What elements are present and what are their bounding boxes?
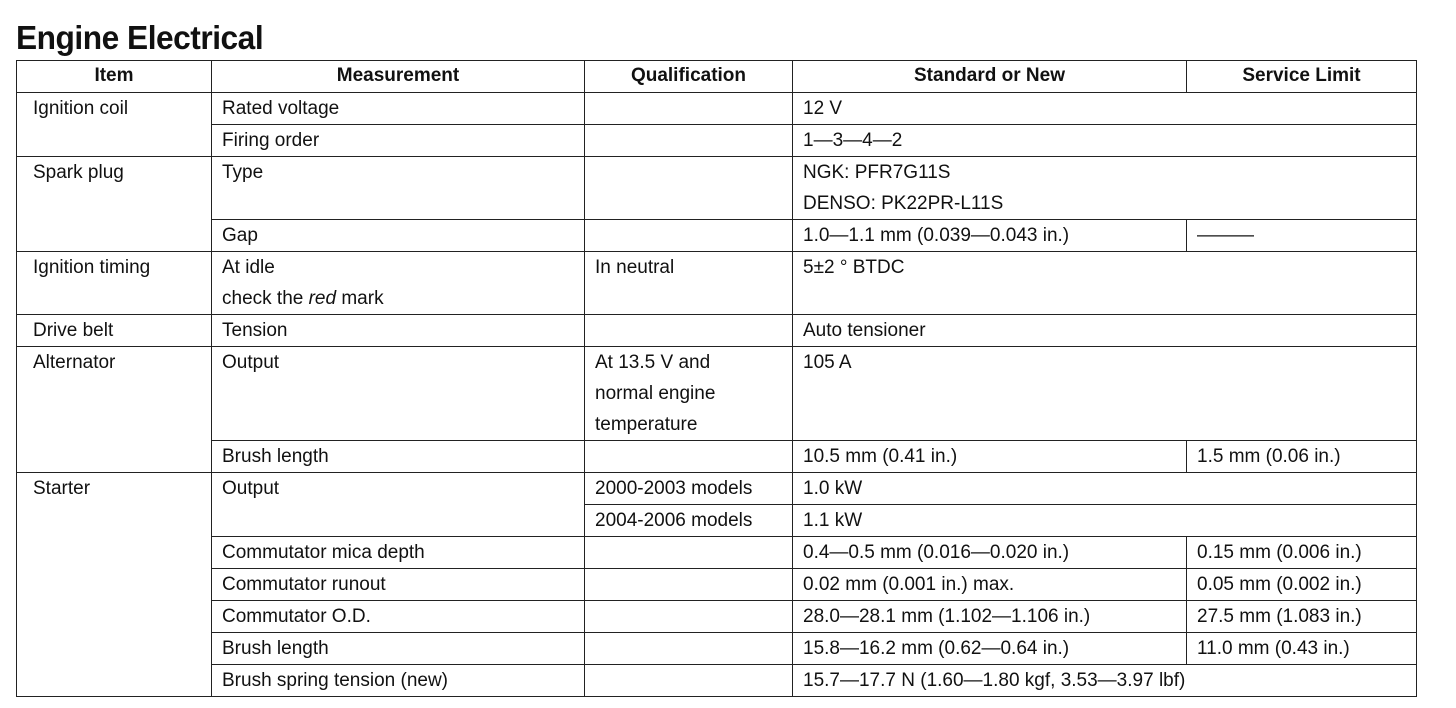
qualification-cell: 2000-2003 models (585, 473, 793, 505)
qualification-cell: 2004-2006 models (585, 505, 793, 537)
table-row (17, 125, 1417, 157)
standard-cell: 105 A (793, 347, 1417, 441)
standard-cell: 1.0 kW (793, 473, 1417, 505)
measurement-cell: Rated voltage (212, 93, 585, 125)
item-drive-belt: Drive belt (17, 315, 212, 347)
header-service-limit: Service Limit (1187, 61, 1417, 93)
measurement-cell: Commutator O.D. (212, 601, 585, 633)
service-limit-cell: 0.05 mm (0.002 in.) (1187, 569, 1417, 601)
item-spark-plug: Spark plug (17, 157, 212, 252)
service-limit-cell: 0.15 mm (0.006 in.) (1187, 537, 1417, 569)
standard-cell: 28.0—28.1 mm (1.102—1.106 in.) (793, 601, 1187, 633)
qualification-cell (585, 157, 793, 220)
table-row (17, 633, 1417, 665)
standard-cell: 1—3—4—2 (793, 125, 1417, 157)
page-title: Engine Electrical (16, 19, 264, 56)
measurement-cell: Commutator mica depth (212, 537, 585, 569)
red-mark-text: red (308, 288, 337, 309)
measurement-cell: Type (212, 157, 585, 220)
service-limit-cell: 11.0 mm (0.43 in.) (1187, 633, 1417, 665)
table-row (17, 473, 1417, 505)
measurement-cell: Brush length (212, 441, 585, 473)
standard-cell (793, 157, 1417, 220)
measurement-text: check the (222, 288, 309, 309)
header-row (17, 61, 1417, 93)
service-limit-cell: ——— (1187, 220, 1417, 252)
qualification-cell (585, 441, 793, 473)
table-row (17, 441, 1417, 473)
header-item: Item (17, 61, 212, 93)
qualification-cell (585, 569, 793, 601)
standard-line: DENSO: PK22PR-L11S (803, 193, 1004, 214)
item-ignition-timing: Ignition timing (17, 252, 212, 315)
item-alternator: Alternator (17, 347, 212, 473)
measurement-cell: Tension (212, 315, 585, 347)
item-ignition-coil: Ignition coil (17, 93, 212, 157)
measurement-line (222, 283, 574, 314)
qualification-line: temperature (595, 414, 698, 435)
measurement-line: At idle (222, 257, 275, 278)
table-row (17, 252, 1417, 315)
standard-cell: 1.0—1.1 mm (0.039—0.043 in.) (793, 220, 1187, 252)
qualification-cell (585, 601, 793, 633)
qualification-cell (585, 665, 793, 697)
measurement-cell: Commutator runout (212, 569, 585, 601)
measurement-cell: Firing order (212, 125, 585, 157)
table-row (17, 315, 1417, 347)
header-measurement: Measurement (212, 61, 585, 93)
standard-cell: Auto tensioner (793, 315, 1417, 347)
measurement-cell: Output (212, 473, 585, 537)
standard-cell: 0.4—0.5 mm (0.016—0.020 in.) (793, 537, 1187, 569)
spec-table (16, 60, 1417, 697)
measurement-cell: Brush spring tension (new) (212, 665, 585, 697)
qualification-cell (585, 633, 793, 665)
measurement-cell: Brush length (212, 633, 585, 665)
standard-line: NGK: PFR7G11S (803, 162, 951, 183)
table-row (17, 601, 1417, 633)
qualification-cell (585, 220, 793, 252)
qualification-cell (585, 537, 793, 569)
service-limit-cell: 27.5 mm (1.083 in.) (1187, 601, 1417, 633)
table-row (17, 537, 1417, 569)
table-row (17, 665, 1417, 697)
standard-cell: 15.8—16.2 mm (0.62—0.64 in.) (793, 633, 1187, 665)
table-row (17, 347, 1417, 441)
standard-cell: 5±2 ° BTDC (793, 252, 1417, 315)
table-row (17, 569, 1417, 601)
measurement-cell: Gap (212, 220, 585, 252)
qualification-cell (585, 125, 793, 157)
standard-cell: 12 V (793, 93, 1417, 125)
service-limit-cell: 1.5 mm (0.06 in.) (1187, 441, 1417, 473)
measurement-cell (212, 252, 585, 315)
qualification-cell (585, 347, 793, 441)
header-standard: Standard or New (793, 61, 1187, 93)
table-row (17, 220, 1417, 252)
qualification-line: At 13.5 V and (595, 352, 711, 373)
standard-cell: 1.1 kW (793, 505, 1417, 537)
measurement-cell: Output (212, 347, 585, 441)
table-row (17, 157, 1417, 220)
item-starter: Starter (17, 473, 212, 697)
qualification-cell: In neutral (585, 252, 793, 315)
standard-cell: 10.5 mm (0.41 in.) (793, 441, 1187, 473)
qualification-cell (585, 315, 793, 347)
table-row (17, 93, 1417, 125)
standard-cell: 0.02 mm (0.001 in.) max. (793, 569, 1187, 601)
measurement-text: mark (336, 288, 384, 309)
qualification-line: normal engine (595, 383, 716, 404)
header-qualification: Qualification (585, 61, 793, 93)
standard-cell: 15.7—17.7 N (1.60—1.80 kgf, 3.53—3.97 lbf) (793, 665, 1417, 697)
qualification-cell (585, 93, 793, 125)
